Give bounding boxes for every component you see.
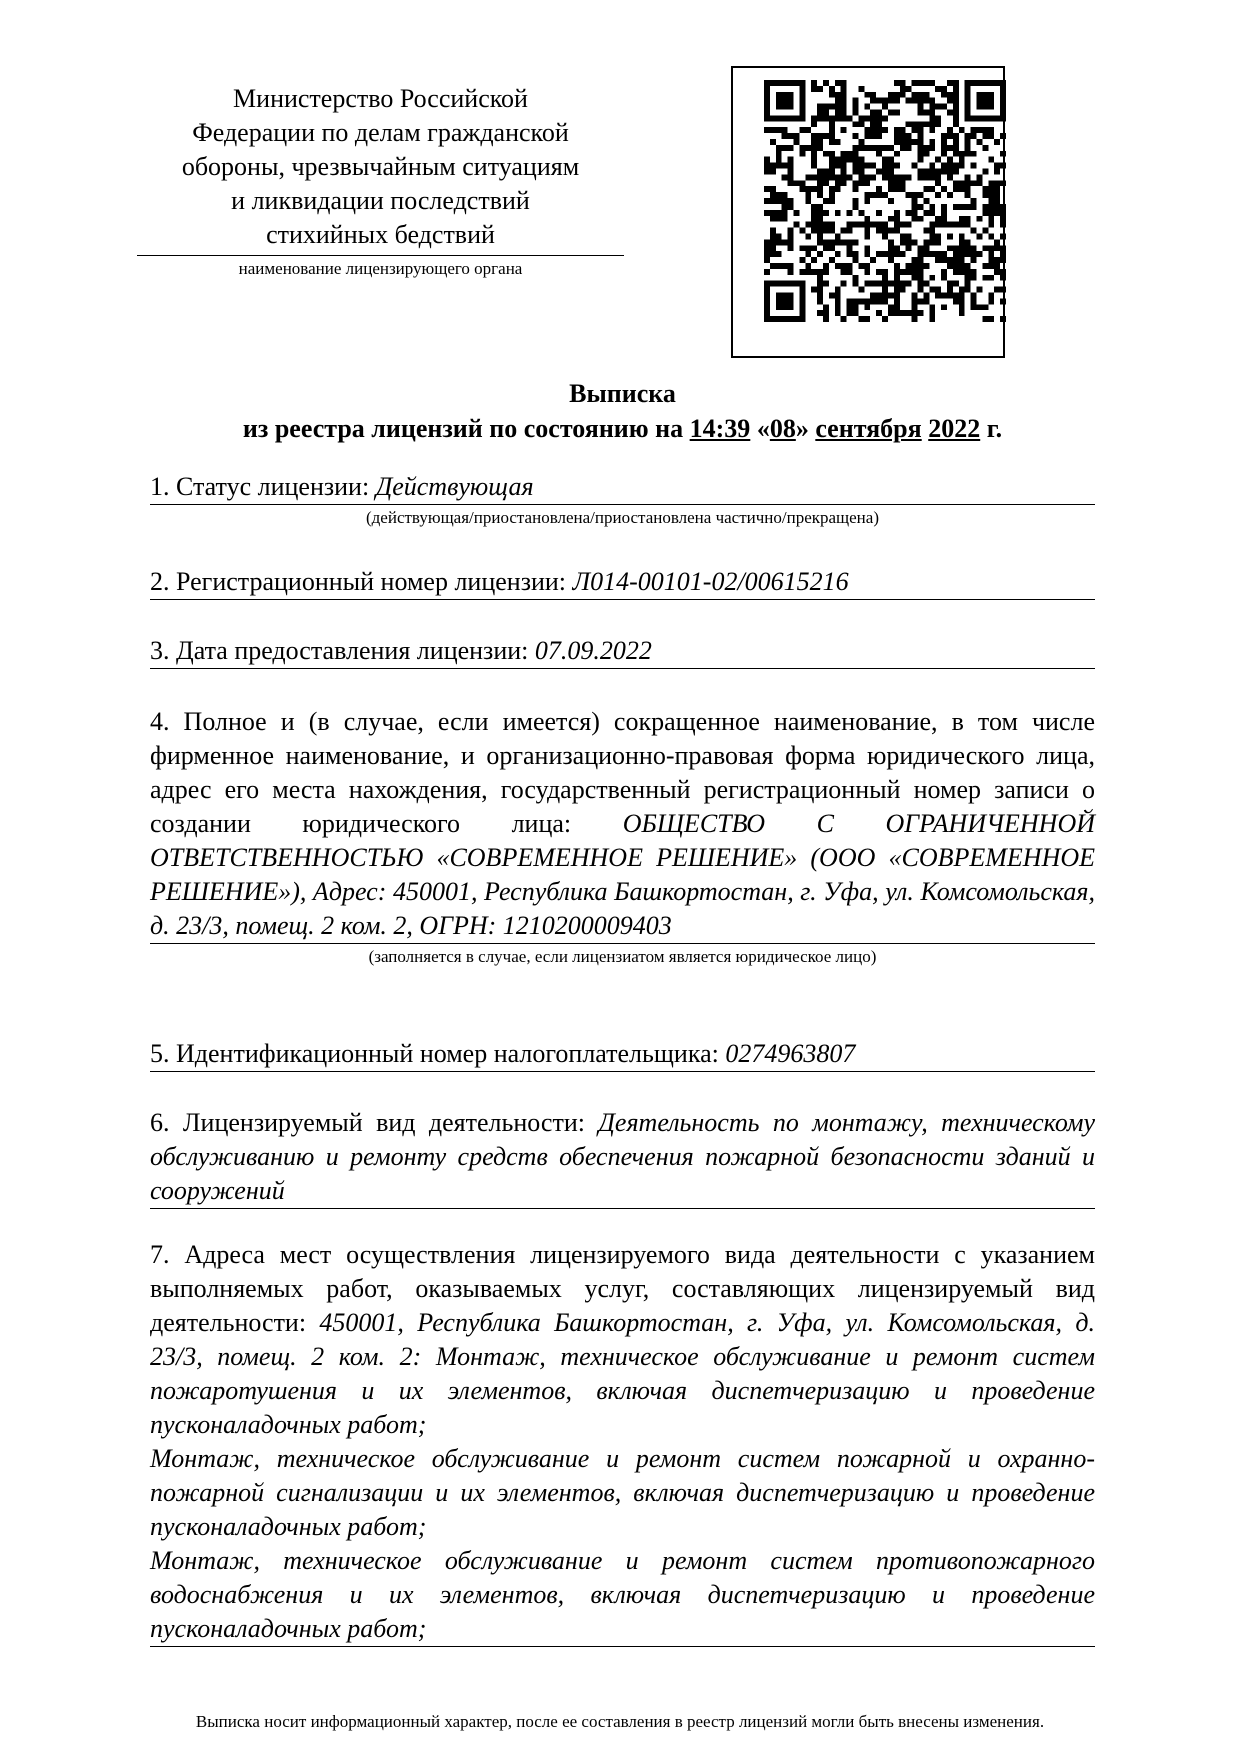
addresses-text — [150, 1238, 1095, 1647]
document-title — [150, 376, 1095, 446]
status-value: Действующая — [375, 472, 534, 501]
section-organization — [150, 705, 1095, 968]
title-line-2 — [150, 411, 1095, 446]
organization-text — [150, 705, 1095, 944]
authority-name-line: стихийных бедствий — [266, 220, 495, 249]
title-prefix: из реестра лицензий по состоянию на — [242, 414, 684, 443]
qr-modules — [764, 80, 1006, 322]
inn-line — [150, 1037, 1095, 1072]
date-line — [150, 634, 1095, 669]
title-day-close: » — [795, 414, 809, 443]
activity-label: 6. Лицензируемый вид деятельности: — [150, 1108, 585, 1137]
activity-value: Деятельность по монтажу, техническому обслуживанию и ремонту средств обеспечения пожарной безопасности зданий и сооружений — [150, 1108, 1096, 1205]
title-month: сентября — [815, 414, 922, 443]
reg-number-label: 2. Регистрационный номер лицензии: — [150, 567, 567, 596]
reg-number-line — [150, 565, 1095, 600]
addresses-paragraph — [150, 1238, 1095, 1442]
organization-label: 4. Полное и (в случае, если имеется) сокращенное наименование, в том числе фирменное наименование, и организационно-правовая форма юридического лица, адрес его места нахождения, государственный регистрационный номер записи о создании юридического лица: — [150, 707, 1095, 838]
date-label: 3. Дата предоставления лицензии: — [150, 636, 529, 665]
authority-caption: наименование лицензирующего органа — [238, 259, 523, 278]
qr-code-frame — [731, 66, 1005, 358]
licensing-authority — [137, 82, 624, 280]
addresses-work-item: Монтаж, техническое обслуживание и ремонт систем противопожарного водоснабжения и их элементов, включая диспетчеризацию и проведение пусконаладочных работ; — [150, 1546, 1095, 1643]
status-caption: (действующая/приостановлена/приостановлена частично/прекращена) — [366, 508, 879, 527]
section-status — [150, 470, 1095, 529]
organization-value: ОБЩЕСТВО С ОГРАНИЧЕННОЙ ОТВЕТСТВЕННОСТЬЮ «СОВРЕМЕННОЕ РЕШЕНИЕ» (ООО «СОВРЕМЕННОЕ РЕШЕНИЕ»), Адрес: 450001, Республика Башкортостан, г. Уфа, ул. Комсомольская, д. 23/3, помещ. 2 ком. 2, ОГРН: 1210200009403 — [150, 809, 1096, 940]
authority-name — [137, 82, 624, 256]
title-line-1: Выписка — [569, 379, 676, 408]
authority-name-line: Министерство Российской — [233, 84, 528, 113]
activity-text — [150, 1106, 1095, 1209]
organization-caption: (заполняется в случае, если лицензиатом является юридическое лицо) — [368, 947, 877, 966]
authority-name-line: Федерации по делам гражданской — [192, 118, 569, 147]
inn-label: 5. Идентификационный номер налогоплательщика: — [150, 1039, 719, 1068]
section-reg-number — [150, 565, 1095, 600]
addresses-label: 7. Адреса мест осуществления лицензируемого вида деятельности с указанием выполняемых работ, оказываемых услуг, составляющих лицензируемый вид деятельности: — [150, 1240, 1095, 1337]
section-date — [150, 634, 1095, 669]
date-value: 07.09.2022 — [534, 636, 652, 665]
authority-name-line: обороны, чрезвычайным ситуациям — [181, 152, 580, 181]
title-time: 14:39 — [689, 414, 751, 443]
status-label: 1. Статус лицензии: — [150, 472, 370, 501]
title-year-suffix: г. — [986, 414, 1003, 443]
status-line — [150, 470, 1095, 505]
title-day: 08 — [769, 414, 796, 443]
section-addresses — [150, 1238, 1095, 1647]
addresses-work-item: Монтаж, техническое обслуживание и ремонт систем пожарной и охранно-пожарной сигнализации и их элементов, включая диспетчеризацию и проведение пусконаладочных работ; — [150, 1444, 1095, 1541]
title-day-open: « — [756, 414, 770, 443]
section-activity — [150, 1106, 1095, 1209]
authority-name-line: и ликвидации последствий — [231, 186, 530, 215]
inn-value: 0274963807 — [725, 1039, 856, 1068]
addresses-value: 450001, Республика Башкортостан, г. Уфа, ул. Комсомольская, д. 23/3, помещ. 2 ком. 2: Монтаж, техническое обслуживание и ремонт систем пожаротушения и их элементов, включая диспетчеризацию и проведение пусконаладочных работ; — [150, 1308, 1095, 1439]
section-inn — [150, 1037, 1095, 1072]
reg-number-value: Л014-00101-02/00615216 — [572, 567, 849, 596]
title-year: 2022 — [928, 414, 981, 443]
qr-code-icon — [764, 80, 1006, 322]
footer-note: Выписка носит информационный характер, после ее составления в реестр лицензий могли быть внесены изменения. — [195, 1712, 1045, 1731]
